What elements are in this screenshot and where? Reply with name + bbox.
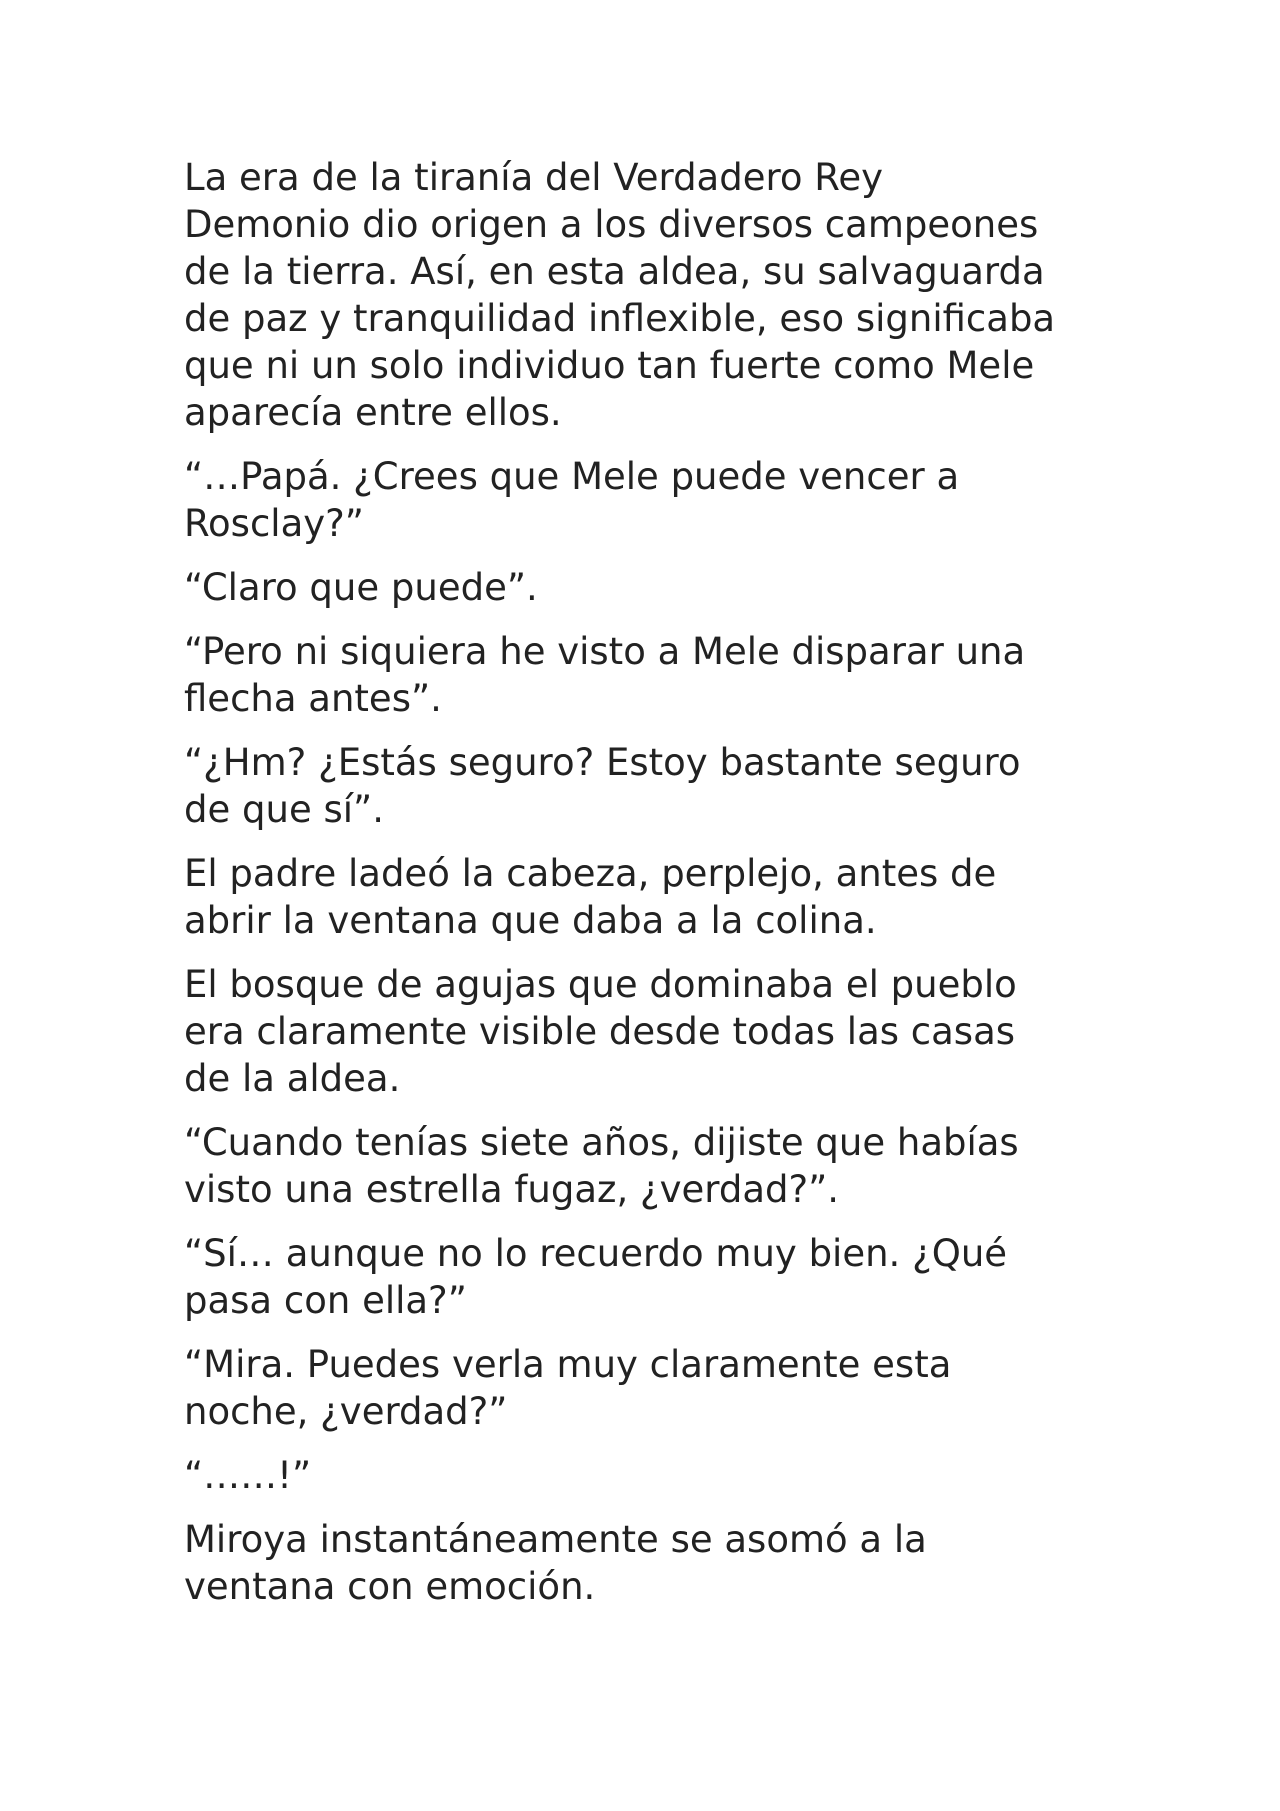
text-line: “Sí… aunque no lo recuerdo muy bien. ¿Qué xyxy=(184,1232,1008,1275)
text-line: Demonio dio origen a los diversos campeones xyxy=(184,203,1039,246)
paragraph xyxy=(184,154,1124,436)
text-line: de paz y tranquilidad inflexible, eso significaba xyxy=(184,297,1056,340)
paragraph xyxy=(184,453,1124,547)
text-line: La era de la tiranía del Verdadero Rey xyxy=(184,156,883,199)
paragraph xyxy=(184,1341,1124,1435)
text-line: El bosque de agujas que dominaba el pueblo xyxy=(184,963,1017,1006)
text-line: pasa con ella?” xyxy=(184,1279,467,1322)
text-line: visto una estrella fugaz, ¿verdad?”. xyxy=(184,1168,840,1211)
paragraph xyxy=(184,961,1124,1102)
paragraph xyxy=(184,564,1124,611)
text-line: “Cuando tenías siete años, dijiste que habías xyxy=(184,1121,1019,1164)
text-line: de la tierra. Así, en esta aldea, su salvaguarda xyxy=(184,250,1045,293)
text-line: de que sí”. xyxy=(184,788,384,831)
text-line: abrir la ventana que daba a la colina. xyxy=(184,899,877,942)
paragraph xyxy=(184,850,1124,944)
paragraph xyxy=(184,1452,1124,1499)
text-line: ventana con emoción. xyxy=(184,1565,596,1608)
text-line: Rosclay?” xyxy=(184,502,364,545)
text-line: “……!” xyxy=(184,1454,312,1497)
text-line: El padre ladeó la cabeza, perplejo, antes de xyxy=(184,852,997,895)
text-line: “Pero ni siquiera he visto a Mele disparar una xyxy=(184,630,1026,673)
text-line: “…Papá. ¿Crees que Mele puede vencer a xyxy=(184,455,960,498)
text-body xyxy=(184,154,1124,1627)
text-line: que ni un solo individuo tan fuerte como Mele xyxy=(184,344,1035,387)
text-line: noche, ¿verdad?” xyxy=(184,1390,508,1433)
paragraph xyxy=(184,1230,1124,1324)
text-line: era claramente visible desde todas las casas xyxy=(184,1010,1016,1053)
text-line: “¿Hm? ¿Estás seguro? Estoy bastante seguro xyxy=(184,741,1021,784)
text-line: aparecía entre ellos. xyxy=(184,391,562,434)
paragraph xyxy=(184,628,1124,722)
paragraph xyxy=(184,1119,1124,1213)
text-line: “Claro que puede”. xyxy=(184,566,538,609)
paragraph xyxy=(184,739,1124,833)
text-line: de la aldea. xyxy=(184,1057,401,1100)
paragraph xyxy=(184,1516,1124,1610)
text-line: “Mira. Puedes verla muy claramente esta xyxy=(184,1343,952,1386)
text-line: Miroya instantáneamente se asomó a la xyxy=(184,1518,927,1561)
text-line: flecha antes”. xyxy=(184,677,442,720)
